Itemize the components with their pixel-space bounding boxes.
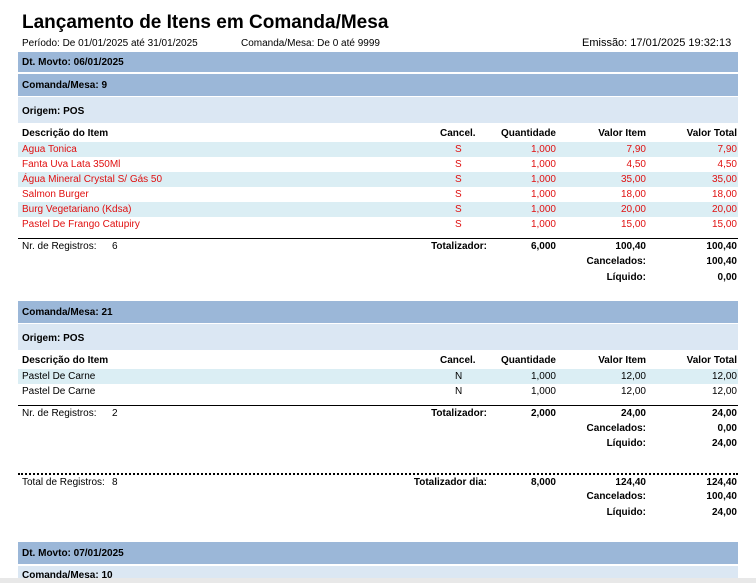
emission-date: Emissão: 17/01/2025 19:32:13 <box>582 37 732 49</box>
item-total: 15,00 <box>711 219 737 230</box>
cancelados-dia-label: Cancelados: <box>586 491 646 502</box>
item-desc: Fanta Uva Lata 350Ml <box>22 159 121 170</box>
origem-label: Origem: POS <box>22 106 85 117</box>
page-edge <box>0 578 756 583</box>
item-total: 35,00 <box>711 174 737 185</box>
comanda-header-label: Comanda/Mesa: 9 <box>22 80 108 91</box>
liquido-dia-label: Líquido: <box>606 507 646 518</box>
table-row <box>18 187 738 202</box>
col-valor-item: Valor Item <box>598 128 646 139</box>
cancelados-value: 0,00 <box>717 423 737 434</box>
comanda-header <box>18 74 738 96</box>
item-cancel: S <box>455 144 462 155</box>
nr-registros-label: Nr. de Registros: <box>22 241 97 252</box>
totalizador-item: 100,40 <box>615 241 646 252</box>
item-cancel: S <box>455 174 462 185</box>
col-quantidade: Quantidade <box>500 128 556 139</box>
day-header <box>18 52 738 72</box>
totalizador-qtd: 6,000 <box>530 241 556 252</box>
cancelados-dia-value: 100,40 <box>706 491 737 502</box>
item-desc: Água Mineral Crystal S/ Gás 50 <box>22 174 163 185</box>
item-valor: 12,00 <box>620 371 646 382</box>
item-valor: 12,00 <box>620 386 646 397</box>
comanda-header <box>18 301 738 323</box>
totalizador-label: Totalizador: <box>431 408 487 419</box>
item-qtd: 1,000 <box>530 371 556 382</box>
col-cancel: Cancel. <box>440 128 476 139</box>
item-qtd: 1,000 <box>530 144 556 155</box>
totalizador-item: 24,00 <box>620 408 646 419</box>
table-row <box>18 157 738 172</box>
table-row <box>18 217 738 232</box>
liquido-value: 24,00 <box>711 438 737 449</box>
item-qtd: 1,000 <box>530 386 556 397</box>
item-cancel: N <box>455 371 463 382</box>
item-cancel: S <box>455 189 462 200</box>
comanda-header <box>18 566 738 578</box>
table-header <box>18 354 738 368</box>
item-total: 20,00 <box>711 204 737 215</box>
origem-band <box>18 97 738 123</box>
totalizador-label: Totalizador: <box>431 241 487 252</box>
item-total: 12,00 <box>711 371 737 382</box>
nr-registros-label: Nr. de Registros: <box>22 408 97 419</box>
col-quantidade: Quantidade <box>500 355 556 366</box>
item-qtd: 1,000 <box>530 204 556 215</box>
report-title: Lançamento de Itens em Comanda/Mesa <box>22 12 389 33</box>
origem-band <box>18 324 738 350</box>
item-cancel: S <box>455 204 462 215</box>
item-valor: 18,00 <box>620 189 646 200</box>
item-desc: Pastel De Carne <box>22 371 96 382</box>
table-row <box>18 172 738 187</box>
col-cancel: Cancel. <box>440 355 476 366</box>
item-desc: Pastel De Carne <box>22 386 96 397</box>
divider <box>18 405 738 406</box>
day-header-label: Dt. Movto: 06/01/2025 <box>22 57 124 68</box>
divider <box>18 238 738 239</box>
item-valor: 15,00 <box>620 219 646 230</box>
liquido-label: Líquido: <box>606 438 646 449</box>
col-descricao: Descrição do Item <box>22 128 109 139</box>
item-qtd: 1,000 <box>530 159 556 170</box>
item-cancel: S <box>455 219 462 230</box>
item-total: 4,50 <box>717 159 737 170</box>
origem-label: Origem: POS <box>22 333 85 344</box>
totalizador-dia-total: 124,40 <box>706 477 737 488</box>
item-desc: Pastel De Frango Catupiry <box>22 219 140 230</box>
item-cancel: N <box>455 386 463 397</box>
item-total: 7,90 <box>717 144 737 155</box>
item-valor: 7,90 <box>626 144 646 155</box>
col-valor-item: Valor Item <box>598 355 646 366</box>
table-row <box>18 384 738 399</box>
item-qtd: 1,000 <box>530 219 556 230</box>
item-qtd: 1,000 <box>530 189 556 200</box>
item-qtd: 1,000 <box>530 174 556 185</box>
liquido-dia-value: 24,00 <box>711 507 737 518</box>
item-valor: 4,50 <box>626 159 646 170</box>
col-valor-total: Valor Total <box>686 355 737 366</box>
item-total: 18,00 <box>711 189 737 200</box>
totalizador-dia-item: 124,40 <box>615 477 646 488</box>
cancelados-value: 100,40 <box>706 256 737 267</box>
table-header <box>18 127 738 141</box>
nr-registros-value: 2 <box>112 408 118 419</box>
totalizador-dia-label: Totalizador dia: <box>413 477 487 488</box>
period-range: Período: De 01/01/2025 até 31/01/2025 <box>22 38 198 49</box>
totalizador-qtd: 2,000 <box>530 408 556 419</box>
totalizador-total: 100,40 <box>706 241 737 252</box>
item-valor: 20,00 <box>620 204 646 215</box>
table-row <box>18 202 738 217</box>
cancelados-label: Cancelados: <box>586 423 646 434</box>
totalizador-dia-qtd: 8,000 <box>530 477 556 488</box>
day-divider <box>18 473 738 475</box>
col-valor-total: Valor Total <box>686 128 737 139</box>
cancelados-label: Cancelados: <box>586 256 646 267</box>
item-desc: Burg Vegetariano (Kdsa) <box>22 204 132 215</box>
table-row <box>18 142 738 157</box>
liquido-value: 0,00 <box>717 272 737 283</box>
item-valor: 35,00 <box>620 174 646 185</box>
table-row <box>18 369 738 384</box>
day-header <box>18 542 738 564</box>
comanda-header-label: Comanda/Mesa: 21 <box>22 307 113 318</box>
item-desc: Salmon Burger <box>22 189 89 200</box>
totalizador-total: 24,00 <box>711 408 737 419</box>
item-total: 12,00 <box>711 386 737 397</box>
nr-registros-value: 6 <box>112 241 118 252</box>
comanda-header-label: Comanda/Mesa: 10 <box>22 570 113 578</box>
liquido-label: Líquido: <box>606 272 646 283</box>
item-desc: Agua Tonica <box>22 144 77 155</box>
day-header-label: Dt. Movto: 07/01/2025 <box>22 548 124 559</box>
total-registros-value: 8 <box>112 477 118 488</box>
col-descricao: Descrição do Item <box>22 355 109 366</box>
comanda-range: Comanda/Mesa: De 0 até 9999 <box>241 38 380 49</box>
item-cancel: S <box>455 159 462 170</box>
total-registros-label: Total de Registros: <box>22 477 105 488</box>
